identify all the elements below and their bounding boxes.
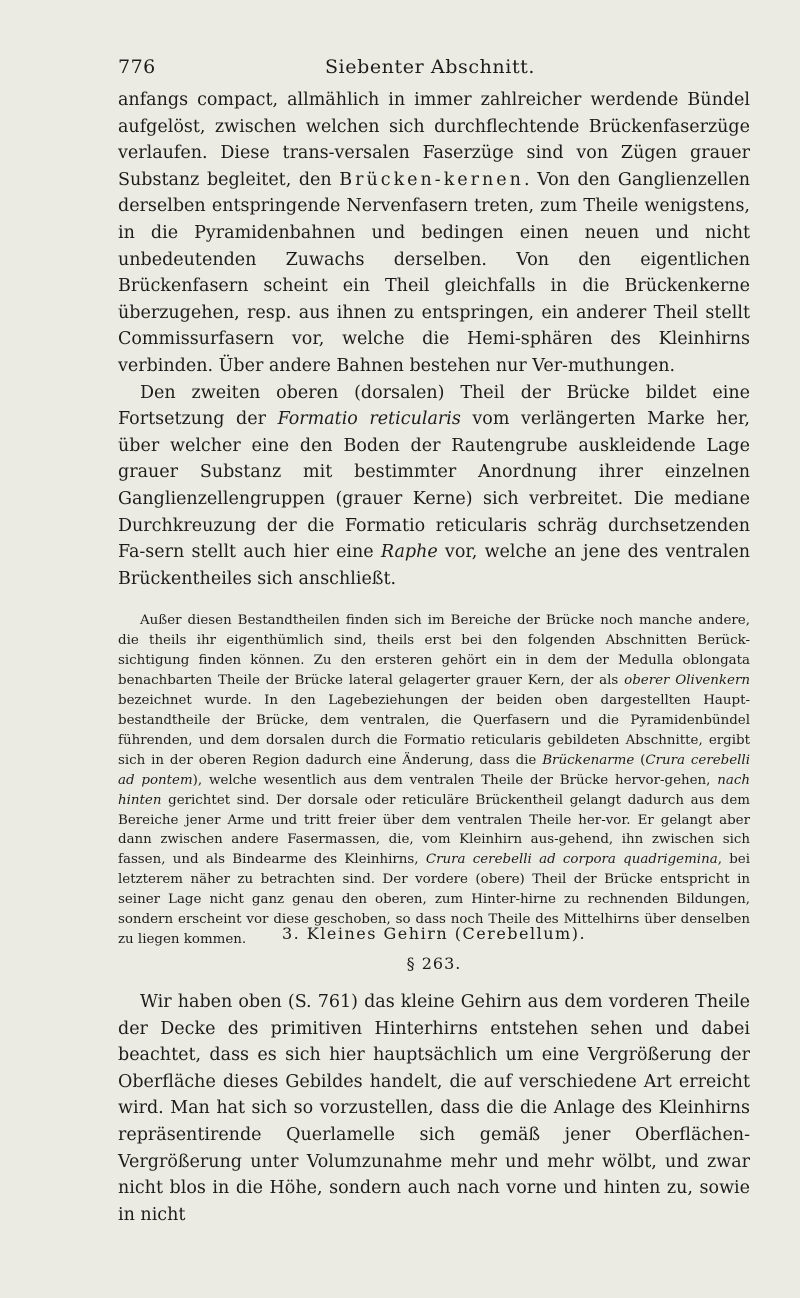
brueckenarme-term: Brückenarme: [542, 752, 635, 768]
nach-hinten-term: nach hinten: [118, 772, 750, 808]
small-text-d: ), welche wesentlich aus dem ventralen Theile der Brücke hervor-gehen,: [192, 772, 718, 788]
small-text-e: gerichtet sind. Der dorsale oder reticuläre Brückentheil gelangt dadurch aus dem Bereiche jener Arme und tritt freier über dem ventralen Theile her-vor. Er gelangt aber dann zwischen andere Fasermassen, die, vom Kleinhirn aus-gehend, ihn zwischen sich fassen, und als Bindearme des Kleinhirns,: [118, 792, 750, 868]
chapter-heading: 3. Kleines Gehirn (Cerebellum).: [281, 924, 587, 943]
small-paragraph: [118, 611, 750, 950]
crura-ad-pontem-term: Crura cerebelli ad pontem: [118, 752, 750, 788]
crura-quadrigemina-term: Crura cerebelli ad corpora quadrigemina: [425, 852, 718, 868]
paragraph-number: § 263.: [406, 954, 462, 973]
paragraph-2-text-b: vom verlängerten Marke her, über welcher eine den Boden der Rautengrube auskleidende Lage grauer Substanz mit bestimmter Anordnung ihrer einzelnen Ganglienzellengruppen (grauer Kerne) sich verbreitet. Die mediane Durchkreuzung der die Formatio reticularis schräg durchsetzenden Fa-sern stellt auch hier eine: [118, 409, 750, 563]
paragraph-1: [118, 87, 750, 380]
paragraph-2: [118, 380, 750, 593]
small-text-b: bezeichnet wurde. In den Lagebeziehungen der beiden oben dargestellten Haupt-bestandtheile der Brücke, dem ventralen, die Querfasern und die Pyramidenbündel führenden, und dem dorsalen durch die Formatio reticularis gebildeten Abschnitte, ergibt sich in der oberen Region dadurch eine Änderung, dass die: [118, 692, 750, 768]
section-title: Siebenter Abschnitt.: [324, 56, 536, 78]
small-print-note: [118, 611, 750, 950]
formatio-reticularis-term: Formatio reticularis: [277, 409, 461, 430]
running-head: [100, 52, 760, 82]
olivenkern-term: oberer Olivenkern: [624, 672, 750, 688]
main-text-upper: [118, 87, 750, 592]
main-text-lower: [118, 989, 750, 1228]
paragraph-1-text-b: . Von den Ganglienzellen derselben entspringende Nervenfasern treten, zum Theile wenigstens, in die Pyramidenbahnen und bedingen einen neuen und nicht unbedeutenden Zuwachs derselben. Von den eigentlichen Brückenfasern scheint ein Theil gleichfalls in die Brückenkerne überzugehen, resp. aus ihnen zu entspringen, ein anderer Theil stellt Commissurfasern vor, welche die Hemi-sphären des Kleinhirns verbinden. Über andere Bahnen bestehen nur Ver-muthungen.: [118, 169, 750, 376]
small-text-c: (: [634, 752, 646, 768]
paragraph-2-text-a: Den zweiten oberen (dorsalen) Theil der Brücke bildet eine Fortsetzung der: [118, 382, 750, 430]
small-text-a: Außer diesen Bestandtheilen finden sich im Bereiche der Brücke noch manche andere, die theils ihr eigenthümlich sind, theils erst bei den folgenden Abschnitten Berück-sichtigung finden können. Zu den ersteren gehört ein in dem der Medulla oblongata benachbarten Theile der Brücke lateral gelagerter grauer Kern, der als: [118, 613, 750, 688]
raphe-term: Raphe: [380, 542, 438, 563]
paragraph-3: Wir haben oben (S. 761) das kleine Gehirn aus dem vorderen Theile der Decke des primitiven Hinterhirns entstehen sehen und dabei beachtet, dass es sich hier hauptsächlich um eine Vergrößerung der Oberfläche dieses Gebildes handelt, die auf verschiedene Art erreicht wird. Man hat sich so vorzustellen, dass die die Anlage des Kleinhirns repräsentirende Querlamelle sich gemäß jener Oberflächen-Vergrößerung unter Volumzunahme mehr und mehr wölbt, und zwar nicht blos in die Höhe, sondern auch nach vorne und hinten zu, sowie in nicht: [118, 992, 750, 1225]
small-text-f: , bei letzterem näher zu betrachten sind. Der vordere (obere) Theil der Brücke entspricht in seiner Lage nicht ganz genau den oberen, zum Hinter-hirne zu rechnenden Bildungen, sondern erscheint vor diese geschoben, so dass noch Theile des Mittelhirns über denselben zu liegen kommen.: [118, 852, 750, 948]
paragraph-2-text-c: vor, welche an jene des ventralen Brückentheiles sich anschließt.: [118, 542, 750, 589]
page-number: 776: [118, 56, 156, 78]
paragraph-1-text-a: anfangs compact, allmählich in immer zahlreicher werdende Bündel aufgelöst, zwischen welchen sich durchflechtende Brückenfaserzüge verlaufen. Diese trans-versalen Faserzüge sind von Zügen grauer Substanz begleitet, den: [118, 90, 750, 190]
brueckenkernen-term: Brücken-kernen: [339, 169, 524, 190]
